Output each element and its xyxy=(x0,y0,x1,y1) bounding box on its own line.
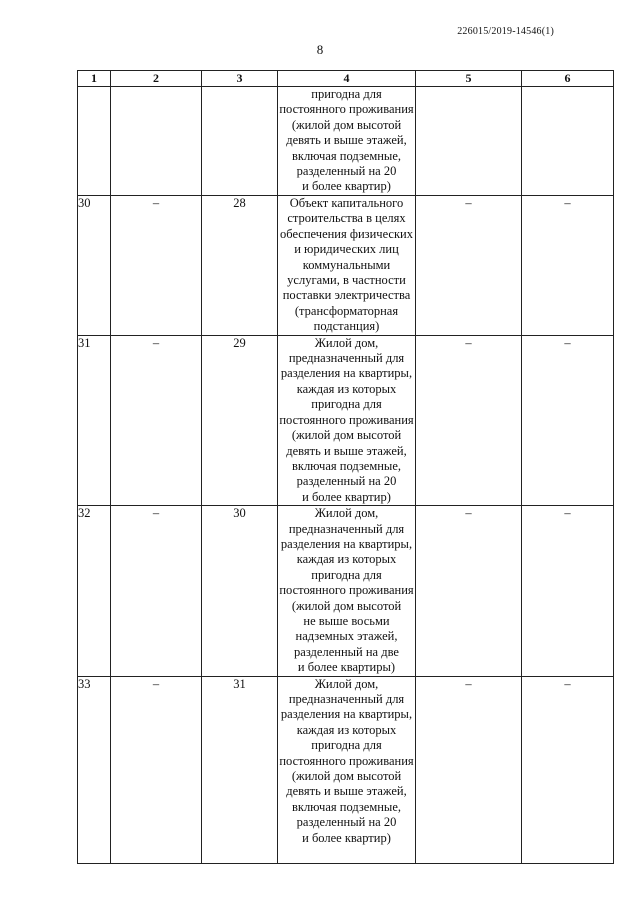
document-id: 226015/2019-14546(1) xyxy=(457,26,554,37)
column-header-3: 3 xyxy=(202,71,278,87)
column-header-6: 6 xyxy=(522,71,614,87)
table-row xyxy=(78,506,614,676)
cell-col5: – xyxy=(416,506,522,676)
cell-col5: – xyxy=(416,196,522,336)
column-header-1: 1 xyxy=(78,71,111,87)
cell-col5: – xyxy=(416,676,522,863)
cell-col2 xyxy=(111,87,202,196)
cell-col1: 33 xyxy=(78,676,111,863)
cell-col3: 30 xyxy=(202,506,278,676)
column-header-2: 2 xyxy=(111,71,202,87)
cell-col6: – xyxy=(522,506,614,676)
cell-col1: 31 xyxy=(78,335,111,505)
cell-col2: – xyxy=(111,196,202,336)
cell-col1: 32 xyxy=(78,506,111,676)
cell-description: Объект капитального строительства в целях обеспечения физических и юридических лиц коммунальными услугами, в частности поставки электричества (трансформаторная подстанция) xyxy=(278,196,416,336)
cell-description: Жилой дом, предназначенный для разделения на квартиры, каждая из которых пригодна для постоянного проживания (жилой дом высотой девять и выше этажей, включая подземные, разделенный на 20 и более квартир) xyxy=(279,335,414,504)
cell-col6: – xyxy=(522,335,614,505)
cell-description: Жилой дом, предназначенный для разделения на квартиры, каждая из которых пригодна для постоянного проживания (жилой дом высотой девять и выше этажей, включая подземные, разделенный на 20 и более квартир) xyxy=(278,676,416,863)
cell-col3: 29 xyxy=(202,335,278,505)
table-row xyxy=(78,196,614,336)
cell-col6 xyxy=(522,87,614,196)
page-number: 8 xyxy=(316,42,324,57)
cell-col6: – xyxy=(522,196,614,336)
cell-col1 xyxy=(78,87,111,196)
data-table xyxy=(77,70,614,864)
cell-col5: – xyxy=(416,335,522,505)
cell-col3: 31 xyxy=(202,676,278,863)
cell-col3: 28 xyxy=(202,196,278,336)
table-row-continuation xyxy=(78,87,614,196)
cell-description: Жилой дом, предназначенный для разделения на квартиры, каждая из которых пригодна для постоянного проживания (жилой дом высотой не выше восьми надземных этажей, разделенный на две и более квартиры) xyxy=(279,506,414,675)
column-header-4: 4 xyxy=(278,71,416,87)
cell-col6: – xyxy=(522,676,614,863)
cell-col1: 30 xyxy=(78,196,111,336)
table-row xyxy=(78,676,614,863)
cell-col3 xyxy=(202,87,278,196)
cell-col2: – xyxy=(111,676,202,863)
cell-description: пригодна для постоянного проживания (жилой дом высотой девять и выше этажей, включая подземные, разделенный на 20 и более квартир) xyxy=(278,87,416,196)
table-header-row xyxy=(78,71,614,87)
column-header-5: 5 xyxy=(416,71,522,87)
cell-col5 xyxy=(416,87,522,196)
cell-col2: – xyxy=(111,506,202,676)
cell-col2: – xyxy=(111,335,202,505)
table-row xyxy=(78,335,614,505)
